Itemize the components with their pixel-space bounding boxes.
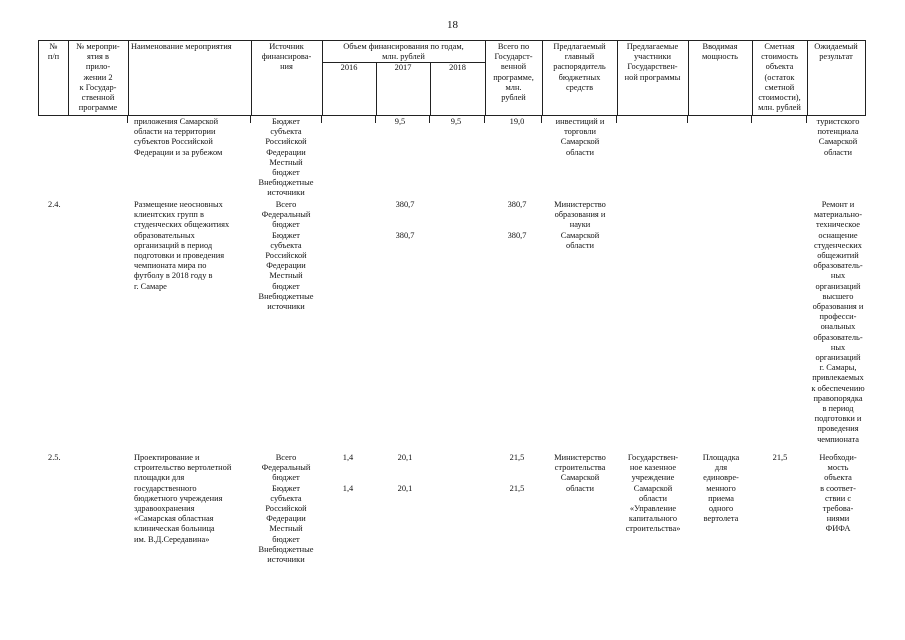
row-result: Необходи- мость объекта в соответ- ствии с требова- ниями ФИФА [819,453,857,534]
row-total-federal: 380,7 [507,231,527,240]
row-2017: 380,7 [395,200,415,209]
row-num: 2.4. [48,200,61,209]
column-stub [375,116,376,123]
row-name: приложения Самарской области на территории субъектов Российской Федерации и за рубежом [134,117,223,157]
header-name: Наименование мероприятия [131,42,232,51]
column-stub [806,116,807,123]
row-source: Бюджет субъекта Российской Федерации Местный бюджет Внебюджетные источники [258,117,314,198]
row-num: 2.5. [48,453,61,462]
row-source: Всего Федеральный бюджет Бюджет субъекта Российской Федерации Местный бюджет Внебюджетные источники [258,200,314,312]
row-estimate: 21,5 [772,453,788,462]
header-source: Источник финансирова- ния [261,42,312,72]
header-2018: 2018 [449,63,466,72]
header-participants: Предлагаемые участники Государствен- ной программы [624,42,681,82]
column-stub [687,116,688,123]
header-admin: Предлагаемый главный распорядитель бюджетных средств [553,42,606,92]
column-stub [541,116,542,123]
header-result: Ожидаемый результат [814,42,858,62]
row-2017: 20,1 [397,453,413,462]
row-total: 19,0 [509,117,525,126]
header-capacity: Вводимая мощность [701,42,738,62]
header-total: Всего по Государст- венной программе, млн. рублей [493,42,534,103]
column-stub [484,116,485,123]
column-stub [616,116,617,123]
row-result: туристского потенциала Самарской области [816,117,860,157]
row-2017-federal: 20,1 [397,484,413,493]
row-result: Ремонт и материально- техническое оснащение студенческих общежитий образователь- ных организаций высшего образования и професси- ональных образователь- ных организаций г. Самары, привлекаемых к обеспечению правопорядка в период подготовки и проведения чемпионата [811,200,865,444]
page-number: 18 [447,19,458,31]
row-admin: Министерство строительства Самарской области [554,453,606,493]
column-stub [751,116,752,123]
header-2017: 2017 [394,63,412,72]
header-2016: 2016 [340,63,358,72]
row-2016-federal: 1,4 [342,484,354,493]
column-stub [321,116,322,123]
row-total: 380,7 [507,200,527,209]
header-estimate: Сметная стоимость объекта (остаток сметной стоимости), млн. рублей [758,42,801,113]
row-source: Всего Федеральный бюджет Бюджет субъекта Российской Федерации Местный бюджет Внебюджетные источники [258,453,314,565]
row-2016: 1,4 [342,453,354,462]
row-name: Размещение неосновных клиентских групп в студенческих общежитиях образовательных организаций в период подготовки и проведения чемпионата мира по футболу в 2018 году в г. Самаре [134,200,230,291]
header-funding: Объем финансирования по годам, млн. рублей [343,42,464,62]
row-2017: 9,5 [394,117,406,126]
header-prog-num: № меропри- ятия в прило- жении 2 к Государ- ственной программе [76,42,120,113]
row-capacity: Площадка для единовре- менного приема одного вертолета [702,453,740,524]
row-name: Проектирование и строительство вертолетной площадки для государственного бюджетного учреждения здравоохранения «Самарская областная клиническая больница им. В.Д.Середавина» [134,453,232,544]
row-admin: Министерство образования и науки Самарской области [554,200,606,250]
row-total: 21,5 [509,453,525,462]
row-2017-federal: 380,7 [395,231,415,240]
row-participants: Государствен- ное казенное учреждение Самарской области «Управление капитального строительства» [625,453,681,534]
column-stub [429,116,430,123]
header-num: № п/п [47,42,60,62]
row-admin: инвестиций и торговли Самарской области [555,117,605,157]
row-2018: 9,5 [450,117,462,126]
row-total-federal: 21,5 [509,484,525,493]
column-stub [127,116,128,123]
table-header [38,40,866,116]
